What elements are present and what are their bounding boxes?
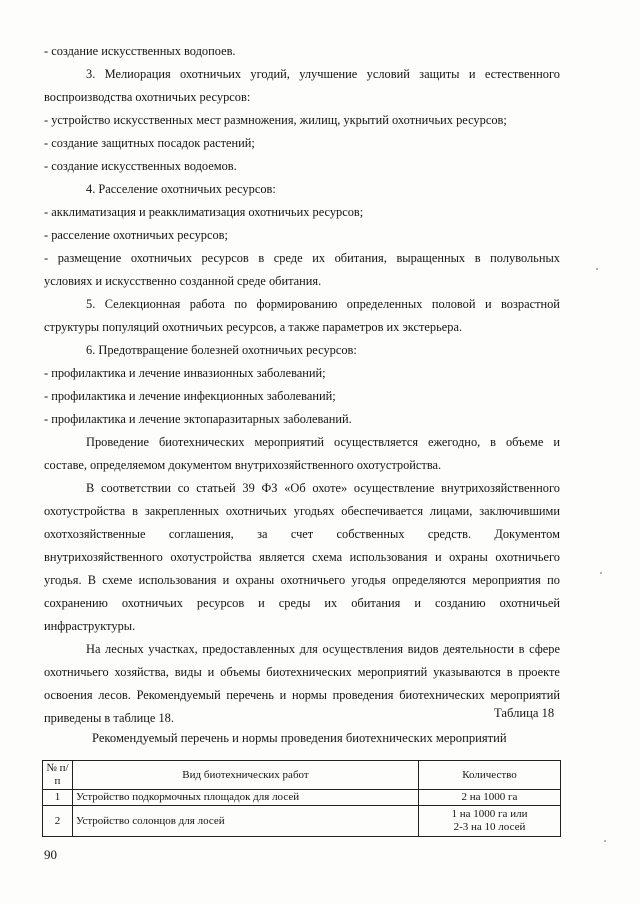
word: биотехнических [399,688,485,702]
word: Документом [494,527,560,541]
word: мероприятия [472,573,541,587]
word: Проведение [86,435,150,449]
table-row [43,790,561,806]
word: Мелиорация [104,67,171,81]
word: их [324,596,338,610]
text-line: - акклиматизация и реакклиматизация охотничьих ресурсов; [44,205,364,219]
word: охотничьих [121,596,183,610]
word: полувольных [490,251,560,265]
word: лицами, [429,504,473,518]
text-line: - устройство искусственных мест размножения, жилищ, укрытий охотничьих ресурсов; [44,113,507,127]
word: обитания, [334,251,387,265]
word: условий [366,67,410,81]
word: и [279,688,287,702]
word: естественного [484,67,560,81]
word: мероприятий [357,665,428,679]
word: 3. [86,67,96,81]
word: охотничьих [130,251,192,265]
text-line: - создание искусственных водоемов. [44,159,237,173]
scan-speck [600,572,602,574]
word: собственных [336,527,405,541]
word: видов [407,642,439,656]
word: средств. [427,527,472,541]
word: обеспечивается [341,504,424,518]
text-line: структуры популяций охотничьих ресурсов, а также параметров их экстерьера. [44,320,463,334]
text-line: - профилактика и лечение инфекционных заболеваний; [44,389,336,403]
word: указываются [433,665,501,679]
word: соглашения, [168,527,234,541]
word: охотничьего [44,665,109,679]
word: проекте [518,665,560,679]
header-num: № п/п [43,761,73,790]
text-line-justified [44,251,560,266]
word: их [312,251,326,265]
word: биотехнических [266,665,352,679]
word: и [484,297,492,311]
scan-speck [596,268,598,270]
word: в [132,504,138,518]
text-line: - создание искусственных водопоев. [44,44,236,58]
text-line-justified [44,550,560,565]
text-line-justified [86,297,560,312]
word: охотничьих [180,67,242,81]
word: осуществления [322,642,404,656]
word: охотничьих [225,504,287,518]
text-line: - расселение охотничьих ресурсов; [44,228,228,242]
word: охотничьего [280,573,346,587]
page-number: 90 [44,847,57,862]
word: лесов. [98,688,131,702]
word: созданию [434,596,486,610]
word: в [518,642,525,656]
word: закрепленных [144,504,220,518]
word: со [177,481,190,495]
word: виды [174,665,202,679]
text-line-justified [44,504,560,519]
row-work: Устройство подкормочных площадок для лосей [73,790,419,806]
word: В [87,573,97,587]
word: и [258,596,265,610]
word: среды [278,596,311,610]
word: - [44,251,49,265]
text-line-justified [86,67,560,82]
word: На [86,642,101,656]
word: охраны [449,550,488,564]
word: работа [189,297,225,311]
word: определенных [346,297,423,311]
word: 39 [242,481,255,495]
word: и [222,573,230,587]
word: и [414,596,421,610]
word: внутрихозяйственного [441,481,560,495]
word: объеме [505,435,544,449]
word: и [553,435,560,449]
table-row [43,806,561,837]
word: участках, [148,642,198,656]
text-line: - профилактика и лечение эктопаразитарных заболеваний. [44,412,352,426]
row-qty: 2 на 1000 га [419,790,561,806]
word: угодья [351,573,386,587]
word: угодьях [293,504,335,518]
word: охотхозяйственные [44,527,146,541]
word: за [257,527,268,541]
word: половой [431,297,476,311]
text-line: условиях и искусственно созданной среде обитания. [44,274,322,288]
word: и [468,67,476,81]
word: защиты [419,67,460,81]
text-line: 4. Расселение охотничьих ресурсов: [86,182,276,196]
word: охотничьего [495,550,560,564]
word: и [434,550,442,564]
word: в [506,665,513,679]
text-line-justified [86,435,560,450]
word: предоставленных [202,642,296,656]
word: «Об [284,481,306,495]
text-line: составе, определяемом документом внутрихозяйственного охотустройства. [44,458,442,472]
word: использования [138,573,217,587]
word: формированию [256,297,338,311]
word: в [490,435,497,449]
text-line-justified [44,527,560,542]
word: соответствии [101,481,172,495]
word: счет [290,527,314,541]
word: ресурсов [201,251,249,265]
word: является [259,550,305,564]
row-qty: 1 на 1000 га или 2-3 на 10 лосей [419,806,561,837]
word: угодий, [250,67,290,81]
word: среде [273,251,303,265]
word: в [258,251,265,265]
text-line: инфраструктуры. [44,619,136,633]
text-line-justified [44,665,560,680]
text-line: - профилактика и лечение инвазионных заболеваний; [44,366,326,380]
word: Селекционная [104,297,181,311]
row-num: 1 [43,790,73,806]
header-qty: Количество [419,761,561,790]
text-line: воспроизводства охотничьих ресурсов: [44,90,251,104]
text-line: 6. Предотвращение болезней охотничьих ресурсов: [86,343,357,357]
text-line-justified [44,596,560,611]
header-work: Вид биотехнических работ [73,761,419,790]
word: размещение [57,251,122,265]
word: по [234,297,248,311]
word: ФЗ [261,481,278,495]
text-line: приведены в таблице 18. [44,711,174,725]
word: деятельности [443,642,515,656]
word: схема [312,550,343,564]
word: для [299,642,318,656]
word: осуществляется [333,435,419,449]
word: сохранению [44,596,108,610]
word: ресурсов [196,596,245,610]
text-line-justified [86,642,560,657]
text-line-justified [44,688,560,703]
word: охотустройства [44,504,126,518]
word: по [547,573,560,587]
word: заключившими [479,504,560,518]
word: в [474,251,481,265]
measures-table [42,760,561,837]
word: мероприятий [490,688,560,702]
word: проведения [332,688,394,702]
row-work: Устройство солонцов для лосей [73,806,419,837]
word: использования [349,550,428,564]
word: улучшение [299,67,358,81]
word: мероприятий [254,435,325,449]
text-line-justified [44,573,560,588]
word: биотехнических [158,435,245,449]
word: охоте» [312,481,348,495]
word: осуществление [353,481,435,495]
word: сфере [529,642,560,656]
word: лесных [105,642,144,656]
word: перечень [226,688,274,702]
word: угодья. [44,573,82,587]
word: схеме [102,573,133,587]
table-caption: Рекомендуемый перечень и нормы проведения биотехнических мероприятий [92,731,507,745]
word: определяются [392,573,466,587]
word: внутрихозяйственного [44,550,163,564]
word: обитания [351,596,401,610]
word: освоения [44,688,93,702]
word: выращенных [396,251,466,265]
word: 5. [86,297,96,311]
word: нормы [291,688,327,702]
word: и [207,665,215,679]
table-header-row [43,761,561,790]
word: ежегодно, [428,435,481,449]
word: Рекомендуемый [136,688,221,702]
word: объемы [220,665,261,679]
word: охотустройства [170,550,252,564]
row-num: 2 [43,806,73,837]
word: статьей [196,481,236,495]
table-label: Таблица 18 [494,706,555,720]
word: охраны [235,573,275,587]
word: В [86,481,95,495]
word: возрастной [501,297,560,311]
text-line-justified [86,481,560,496]
text-line: - создание защитных посадок растений; [44,136,255,150]
scan-speck [604,840,606,842]
word: охотничьей [499,596,560,610]
word: хозяйства, [114,665,169,679]
